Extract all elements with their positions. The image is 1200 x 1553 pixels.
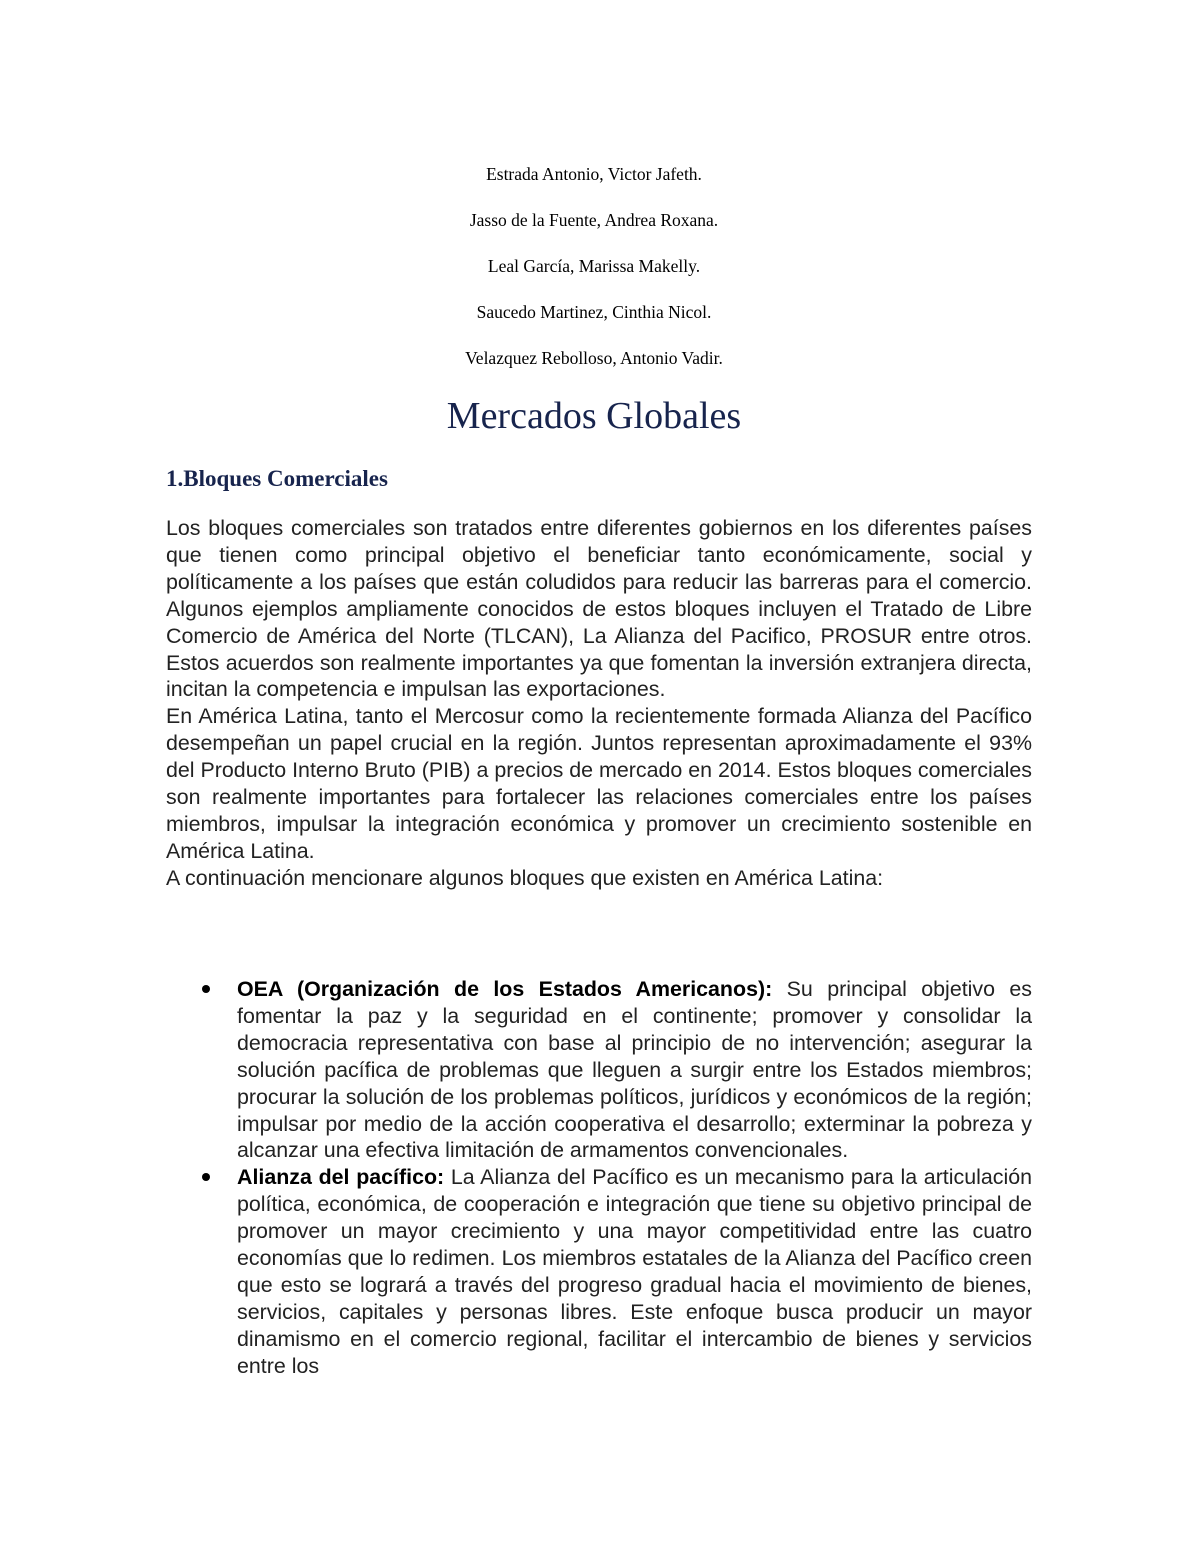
bullet-text: La Alianza del Pacífico es un mecanismo para la articulación política, económica, de cooperación e integración que tiene su objetivo principal de promover un mayor crecimiento y una mayor competitividad entre las cuatro economías que lo redimen. Los miembros estatales de la Alianza del Pacífico creen que esto se logrará a través del progreso gradual hacia el movimiento de bienes, servicios, capitales y personas libres. Este enfoque busca producir un mayor dinamismo en el comercio regional, facilitar el intercambio de bienes y servicios entre los bbox=[237, 1165, 1032, 1378]
author-name: Velazquez Rebolloso, Antonio Vadir. bbox=[465, 348, 723, 368]
author-name: Saucedo Martinez, Cinthia Nicol. bbox=[476, 302, 712, 322]
section-heading: 1.Bloques Comerciales bbox=[166, 466, 388, 491]
document-title: Mercados Globales bbox=[446, 395, 742, 437]
list-item bbox=[166, 1164, 1032, 1379]
bullet-term: Alianza del pacífico: bbox=[237, 1165, 445, 1190]
author-name: Estrada Antonio, Victor Jafeth. bbox=[486, 164, 702, 184]
author-name: Jasso de la Fuente, Andrea Roxana. bbox=[469, 210, 719, 230]
body-paragraph: A continuación mencionare algunos bloques que existen en América Latina: bbox=[166, 865, 884, 890]
author-name: Leal García, Marissa Makelly. bbox=[487, 256, 701, 276]
bullet-term: OEA (Organización de los Estados Americanos): bbox=[237, 977, 773, 1001]
bullet-icon bbox=[202, 1173, 210, 1181]
bullet-icon bbox=[202, 985, 210, 993]
bullet-text: Su principal objetivo es fomentar la paz y la seguridad en el continente; promover y consolidar la democracia representativa con base al principio de no intervención; asegurar la solución pacífica de problemas que lleguen a surgir entre los Estados miembros; procurar la solución de los problemas políticos, jurídicos y económicos de la región; impulsar por medio de la acción cooperativa el desarrollo; exterminar la pobreza y alcanzar una efectiva limitación de armamentos convencionales. bbox=[237, 977, 1032, 1163]
body-paragraph: Los bloques comerciales son tratados entre diferentes gobiernos en los diferentes países que tienen como principal objetivo el beneficiar tanto económicamente, social y políticamente a los países que están coludidos para reducir las barreras para el comercio. Algunos ejemplos ampliamente conocidos de estos bloques incluyen el Tratado de Libre Comercio de América del Norte (TLCAN), La Alianza del Pacifico, PROSUR entre otros. Estos acuerdos son realmente importantes ya que fomentan la inversión extranjera directa, incitan la competencia e impulsan las exportaciones. bbox=[166, 516, 1032, 702]
list-item bbox=[166, 976, 1032, 1164]
body-paragraph: En América Latina, tanto el Mercosur como la recientemente formada Alianza del Pacífico desempeñan un papel crucial en la región. Juntos representan aproximadamente el 93% del Producto Interno Bruto (PIB) a precios de mercado en 2014. Estos bloques comerciales son realmente importantes para fortalecer las relaciones comerciales entre los países miembros, impulsar la integración económica y promover un crecimiento sostenible en América Latina. bbox=[166, 704, 1032, 863]
bullet-list bbox=[166, 976, 1032, 1380]
section-body bbox=[166, 515, 1032, 892]
author-list bbox=[166, 160, 1022, 390]
